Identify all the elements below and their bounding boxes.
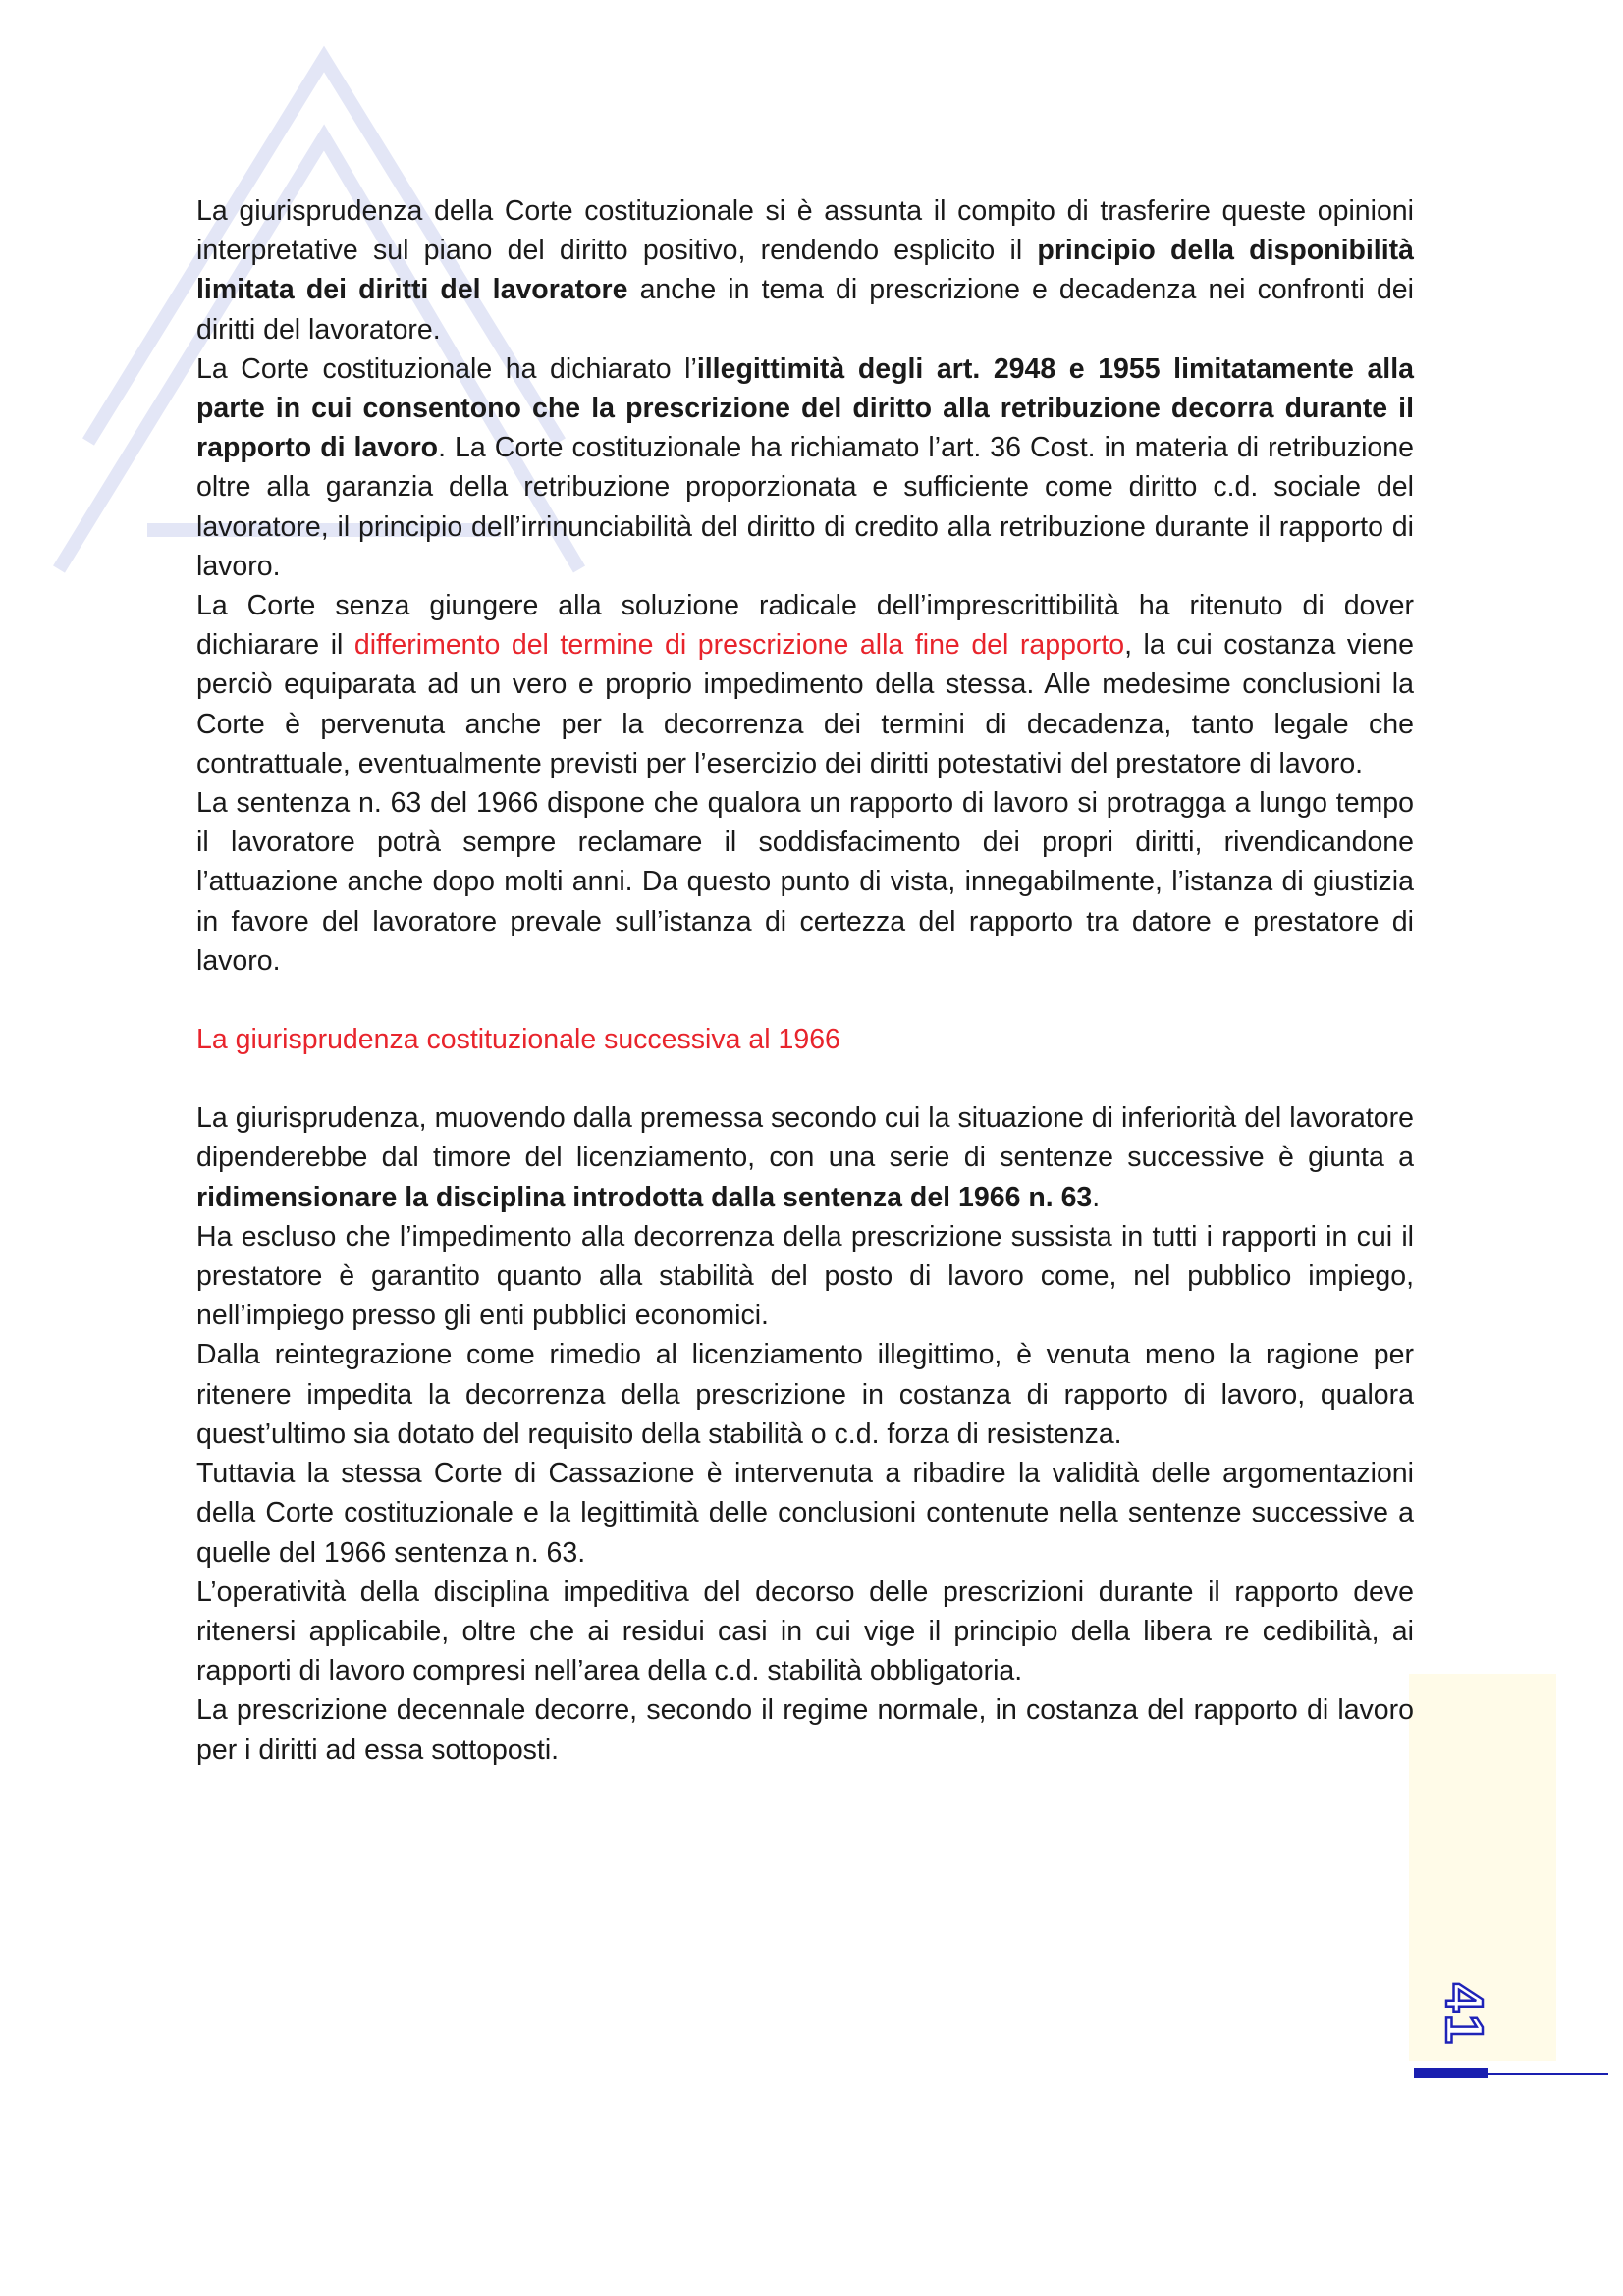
- footer-rule-thick: [1414, 2068, 1488, 2078]
- section-heading: La giurisprudenza costituzionale successiva al 1966: [196, 1024, 840, 1056]
- bold-phrase: ridimensionare la disciplina introdotta dalla sentenza del 1966 n. 63: [196, 1181, 1093, 1213]
- bold-phrase: illegittimità degli art. 2948 e 1955 limitatamente alla parte in cui consentono che la prescrizione del diritto alla retribuzione decorra durante il rapporto di lavoro: [196, 352, 1414, 464]
- paragraph-10: La prescrizione decennale decorre, secondo il regime normale, in costanza del rapporto di lavoro per i diritti ad essa sottoposti.: [196, 1694, 1414, 1766]
- paragraph-6: Ha escluso che l’impedimento alla decorrenza della prescrizione sussista in tutti i rapporti in cui il prestatore è garantito quanto alla stabilità del posto di lavoro come, nel pubblico impiego, nell’impiego presso gli enti pubblici economici.: [196, 1220, 1414, 1332]
- paragraph-3: La Corte senza giungere alla soluzione radicale dell’imprescrittibilità ha ritenuto di dover dichiarare il differimento del termine di prescrizione alla fine del rapporto, la cui costanza viene perciò equiparata ad un vero e proprio impedimento della stessa. Alle medesime conclusioni la Corte è pervenuta anche per la decorrenza dei termini di decadenza, tanto legale che contrattuale, eventualmente previsti per l’esercizio dei diritti potestativi del prestatore di lavoro.: [196, 590, 1414, 779]
- document-body: [196, 191, 1414, 1770]
- paragraph-2: La Corte costituzionale ha dichiarato l’illegittimità degli art. 2948 e 1955 limitatamente alla parte in cui consentono che la prescrizione del diritto alla retribuzione decorra durante il rapporto di lavoro. La Corte costituzionale ha richiamato l’art. 36 Cost. in materia di retribuzione oltre alla garanzia della retribuzione proporzionata e sufficiente come diritto c.d. sociale del lavoratore, il principio dell’irrinunciabilità del diritto di credito alla retribuzione durante il rapporto di lavoro.: [196, 352, 1414, 582]
- footer-rule-thin: [1488, 2073, 1608, 2075]
- paragraph-5: La giurisprudenza, muovendo dalla premessa secondo cui la situazione di inferiorità del lavoratore dipenderebbe dal timore del licenziamento, con una serie di sentenze successive è giunta a ridimensionare la disciplina introdotta dalla sentenza del 1966 n. 63.: [196, 1102, 1414, 1213]
- paragraph-9: L’operatività della disciplina impeditiva del decorso delle prescrizioni durante il rapporto deve ritenersi applicabile, oltre che ai residui casi in cui vige il principio della libera re cedibilità, ai rapporti di lavoro compresi nell’area della c.d. stabilità obbligatoria.: [196, 1575, 1414, 1687]
- paragraph-1: La giurisprudenza della Corte costituzionale si è assunta il compito di trasferire queste opinioni interpretative sul piano del diritto positivo, rendendo esplicito il principio della disponibilità limitata dei diritti del lavoratore anche in tema di prescrizione e decadenza nei confronti dei diritti del lavoratore.: [196, 195, 1414, 346]
- page-number: 41: [1434, 1982, 1494, 2047]
- paragraph-7: Dalla reintegrazione come rimedio al licenziamento illegittimo, è venuta meno la ragione per ritenere impedita la decorrenza della prescrizione in costanza di rapporto di lavoro, qualora quest’ultimo sia dotato del requisito della stabilità o c.d. forza di resistenza.: [196, 1339, 1414, 1450]
- highlighted-phrase: differimento del termine di prescrizione alla fine del rapporto: [353, 629, 1125, 662]
- paragraph-4: La sentenza n. 63 del 1966 dispone che qualora un rapporto di lavoro si protragga a lungo tempo il lavoratore potrà sempre reclamare il soddisfacimento dei propri diritti, rivendicandone l’attuazione anche dopo molti anni. Da questo punto di vista, innegabilmente, l’istanza di giustizia in favore del lavoratore prevale sull’istanza di certezza del rapporto tra datore e prestatore di lavoro.: [196, 787, 1414, 977]
- bold-phrase: principio della disponibilità limitata dei diritti del lavoratore: [196, 235, 1414, 306]
- paragraph-8: Tuttavia la stessa Corte di Cassazione è intervenuta a ribadire la validità delle argomentazioni della Corte costituzionale e la legittimità delle conclusioni contenute nella sentenze successive a quelle del 1966 sentenza n. 63.: [196, 1458, 1414, 1569]
